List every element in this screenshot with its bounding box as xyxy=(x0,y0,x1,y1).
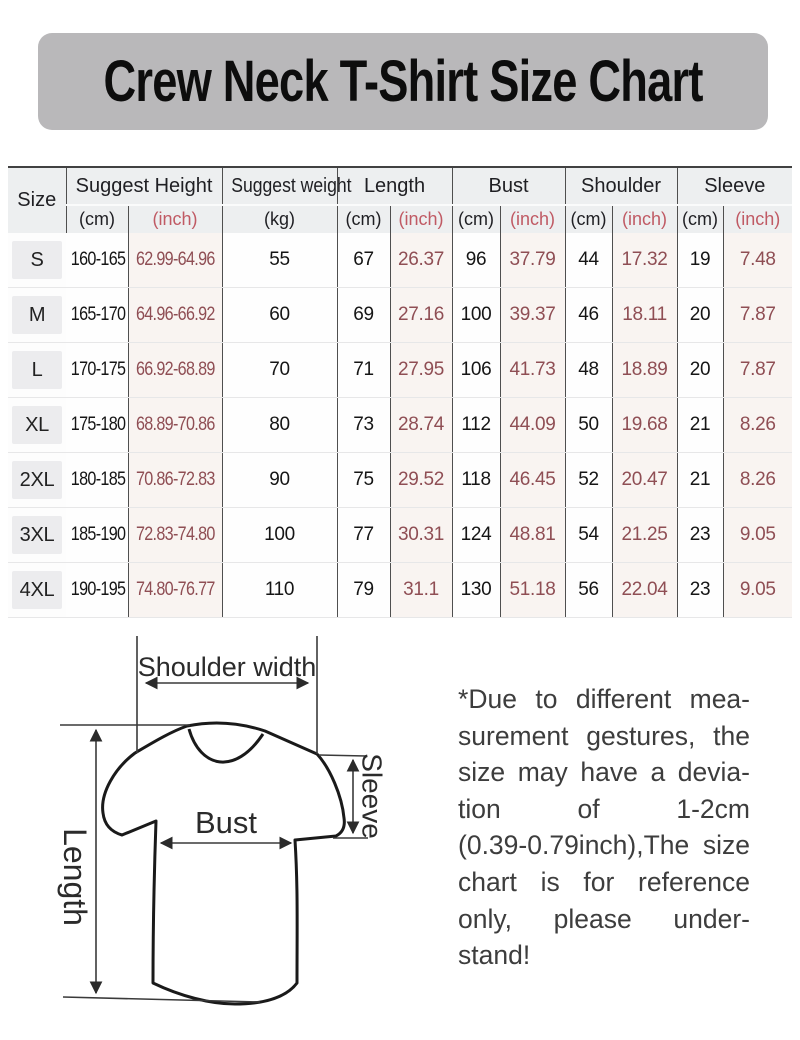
cell-weight-kg: 55 xyxy=(222,233,337,288)
cell-size: 2XL xyxy=(8,453,66,508)
col-header-suggest-weight: Suggest weight xyxy=(222,167,337,205)
cell-weight-kg: 80 xyxy=(222,398,337,453)
tshirt-diagram xyxy=(30,628,450,1028)
cell-size: 3XL xyxy=(8,508,66,563)
cell-bust-cm: 100 xyxy=(452,288,500,343)
cell-length-cm: 71 xyxy=(337,343,390,398)
unit-sleeve-inch: (inch) xyxy=(723,205,792,233)
cell-length-cm: 77 xyxy=(337,508,390,563)
cell-weight-kg: 70 xyxy=(222,343,337,398)
cell-height-inch: 72.83-74.80 xyxy=(128,508,222,563)
unit-weight-kg: (kg) xyxy=(222,205,337,233)
cell-sleeve-inch: 9.05 xyxy=(723,508,792,563)
diagram-label-sleeve: Sleeve xyxy=(356,753,388,839)
col-header-sleeve: Sleeve xyxy=(677,167,792,205)
cell-shoulder-inch: 17.32 xyxy=(612,233,677,288)
cell-shoulder-inch: 22.04 xyxy=(612,563,677,618)
table-header-groups xyxy=(8,167,792,205)
cell-shoulder-cm: 52 xyxy=(565,453,612,508)
cell-sleeve-cm: 19 xyxy=(677,233,723,288)
cell-height-cm: 180-185 xyxy=(66,453,128,508)
note-line: chart is for reference xyxy=(458,866,750,897)
cell-bust-inch: 44.09 xyxy=(500,398,565,453)
page-title: Crew Neck T-Shirt Size Chart xyxy=(103,49,703,114)
unit-height-cm: (cm) xyxy=(66,205,128,233)
cell-bust-inch: 51.18 xyxy=(500,563,565,618)
cell-size: M xyxy=(8,288,66,343)
unit-shoulder-cm: (cm) xyxy=(565,205,612,233)
cell-sleeve-inch: 8.26 xyxy=(723,453,792,508)
cell-shoulder-cm: 50 xyxy=(565,398,612,453)
cell-length-inch: 28.74 xyxy=(390,398,452,453)
cell-shoulder-cm: 48 xyxy=(565,343,612,398)
col-header-bust: Bust xyxy=(452,167,565,205)
cell-shoulder-inch: 18.11 xyxy=(612,288,677,343)
cell-sleeve-inch: 7.87 xyxy=(723,288,792,343)
cell-length-inch: 31.1 xyxy=(390,563,452,618)
cell-bust-cm: 130 xyxy=(452,563,500,618)
cell-sleeve-inch: 9.05 xyxy=(723,563,792,618)
note-line: (0.39-0.79inch),The size xyxy=(458,830,750,861)
table-row xyxy=(8,508,792,563)
cell-height-cm: 170-175 xyxy=(66,343,128,398)
cell-length-cm: 69 xyxy=(337,288,390,343)
cell-bust-inch: 41.73 xyxy=(500,343,565,398)
cell-shoulder-inch: 20.47 xyxy=(612,453,677,508)
cell-height-inch: 62.99-64.96 xyxy=(128,233,222,288)
cell-shoulder-cm: 46 xyxy=(565,288,612,343)
title-banner xyxy=(38,33,768,130)
cell-length-inch: 27.95 xyxy=(390,343,452,398)
cell-length-cm: 73 xyxy=(337,398,390,453)
unit-length-cm: (cm) xyxy=(337,205,390,233)
cell-length-inch: 26.37 xyxy=(390,233,452,288)
table-row xyxy=(8,563,792,618)
note-line: stand! xyxy=(458,940,531,971)
cell-bust-inch: 46.45 xyxy=(500,453,565,508)
cell-weight-kg: 90 xyxy=(222,453,337,508)
col-header-shoulder: Shoulder xyxy=(565,167,677,205)
cell-length-inch: 30.31 xyxy=(390,508,452,563)
cell-length-cm: 75 xyxy=(337,453,390,508)
cell-shoulder-cm: 44 xyxy=(565,233,612,288)
table-row xyxy=(8,398,792,453)
cell-bust-inch: 37.79 xyxy=(500,233,565,288)
cell-size: S xyxy=(8,233,66,288)
unit-height-inch: (inch) xyxy=(128,205,222,233)
unit-bust-cm: (cm) xyxy=(452,205,500,233)
diagram-label-shoulder-width: Shoulder width xyxy=(137,652,317,682)
measurement-note xyxy=(458,681,750,974)
diagram-label-bust: Bust xyxy=(194,805,258,840)
cell-bust-inch: 48.81 xyxy=(500,508,565,563)
cell-sleeve-cm: 20 xyxy=(677,343,723,398)
unit-sleeve-cm: (cm) xyxy=(677,205,723,233)
cell-size: 4XL xyxy=(8,563,66,618)
cell-shoulder-inch: 21.25 xyxy=(612,508,677,563)
col-header-size: Size xyxy=(8,167,66,233)
cell-height-cm: 175-180 xyxy=(66,398,128,453)
cell-bust-cm: 96 xyxy=(452,233,500,288)
cell-sleeve-cm: 21 xyxy=(677,453,723,508)
cell-shoulder-inch: 19.68 xyxy=(612,398,677,453)
cell-height-inch: 70.86-72.83 xyxy=(128,453,222,508)
cell-length-cm: 67 xyxy=(337,233,390,288)
cell-height-inch: 68.89-70.86 xyxy=(128,398,222,453)
cell-weight-kg: 60 xyxy=(222,288,337,343)
col-header-length: Length xyxy=(337,167,452,205)
cell-bust-inch: 39.37 xyxy=(500,288,565,343)
unit-shoulder-inch: (inch) xyxy=(612,205,677,233)
cell-height-cm: 185-190 xyxy=(66,508,128,563)
size-table xyxy=(8,166,792,618)
table-row xyxy=(8,233,792,288)
table-row xyxy=(8,288,792,343)
cell-height-inch: 66.92-68.89 xyxy=(128,343,222,398)
cell-size: XL xyxy=(8,398,66,453)
cell-sleeve-cm: 23 xyxy=(677,508,723,563)
cell-shoulder-inch: 18.89 xyxy=(612,343,677,398)
cell-bust-cm: 106 xyxy=(452,343,500,398)
cell-sleeve-inch: 8.26 xyxy=(723,398,792,453)
cell-size: L xyxy=(8,343,66,398)
note-line: surement gestures, the xyxy=(458,720,750,751)
cell-height-inch: 74.80-76.77 xyxy=(128,563,222,618)
tshirt-outline-icon xyxy=(103,723,345,1004)
note-line: only, please under- xyxy=(458,903,750,934)
cell-bust-cm: 118 xyxy=(452,453,500,508)
cell-sleeve-cm: 20 xyxy=(677,288,723,343)
unit-bust-inch: (inch) xyxy=(500,205,565,233)
note-line: *Due to different mea- xyxy=(458,684,750,714)
cell-height-cm: 165-170 xyxy=(66,288,128,343)
cell-sleeve-cm: 23 xyxy=(677,563,723,618)
cell-weight-kg: 110 xyxy=(222,563,337,618)
cell-height-cm: 160-165 xyxy=(66,233,128,288)
table-row xyxy=(8,453,792,508)
diagram-label-length: Length xyxy=(57,828,93,926)
cell-length-cm: 79 xyxy=(337,563,390,618)
cell-sleeve-inch: 7.87 xyxy=(723,343,792,398)
cell-bust-cm: 112 xyxy=(452,398,500,453)
note-line: size may have a devia- xyxy=(458,757,750,788)
cell-shoulder-cm: 54 xyxy=(565,508,612,563)
cell-height-cm: 190-195 xyxy=(66,563,128,618)
cell-sleeve-inch: 7.48 xyxy=(723,233,792,288)
cell-length-inch: 27.16 xyxy=(390,288,452,343)
cell-weight-kg: 100 xyxy=(222,508,337,563)
cell-sleeve-cm: 21 xyxy=(677,398,723,453)
col-header-suggest-height: Suggest Height xyxy=(66,167,222,205)
cell-bust-cm: 124 xyxy=(452,508,500,563)
cell-shoulder-cm: 56 xyxy=(565,563,612,618)
cell-length-inch: 29.52 xyxy=(390,453,452,508)
note-line: tion of 1-2cm xyxy=(458,793,750,824)
cell-height-inch: 64.96-66.92 xyxy=(128,288,222,343)
table-header-units xyxy=(8,205,792,233)
unit-length-inch: (inch) xyxy=(390,205,452,233)
table-row xyxy=(8,343,792,398)
